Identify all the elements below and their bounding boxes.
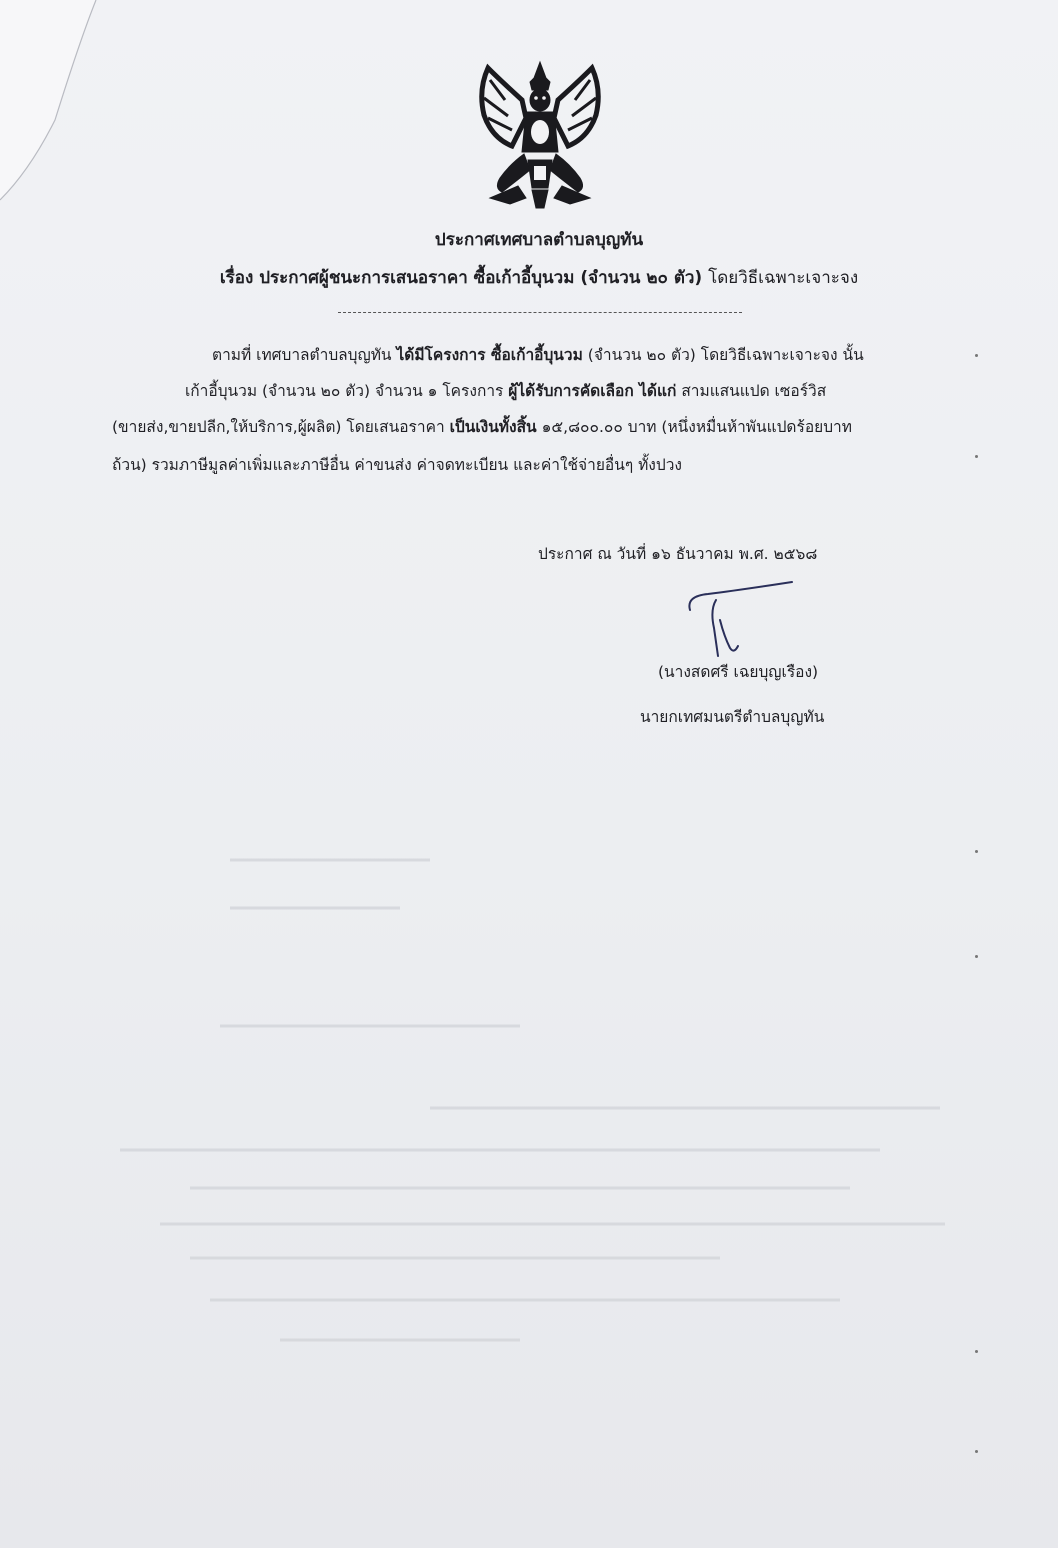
line4-text: ถ้วน) รวมภาษีมูลค่าเพิ่มและภาษีอื่น ค่าขนส่ง ค่าจดทะเบียน และค่าใช้จ่ายอื่นๆ ทั้งปวง: [112, 456, 682, 474]
line3-tail: ๑๕,๘๐๐.๐๐ บาท (หนึ่งหมื่นห้าพันแปดร้อยบาท: [541, 418, 852, 436]
line1-text: เทศบาลตำบลบุญทัน: [256, 346, 392, 364]
margin-speck: [975, 354, 978, 357]
line2-tail: สามแสนแปด เซอร์วิส: [681, 382, 827, 400]
signer-position: นายกเทศมนตรีตำบลบุญทัน: [640, 708, 825, 726]
bleed-through-shadow: [0, 800, 1058, 1548]
subject-text: ประกาศผู้ชนะการเสนอราคา ซื้อเก้าอี้บุนวม (จำนวน ๒๐ ตัว): [259, 268, 703, 288]
margin-speck: [975, 1350, 978, 1353]
garuda-emblem-icon: [470, 60, 610, 210]
margin-speck: [975, 850, 978, 853]
organization-title: ประกาศเทศบาลตำบลบุญทัน: [434, 230, 644, 250]
line1-tail: (จำนวน ๒๐ ตัว) โดยวิธีเฉพาะเจาะจง นั้น: [587, 346, 864, 364]
body-line-4: [112, 455, 682, 475]
subject-prefix: เรื่อง: [219, 268, 254, 288]
announcement-date: [538, 541, 817, 566]
margin-speck: [975, 455, 978, 458]
body-line-1: [212, 345, 864, 365]
line2-bold: ผู้ได้รับการคัดเลือก ได้แก่: [508, 382, 677, 400]
date-value: ๑๖ ธันวาคม พ.ศ. ๒๕๖๘: [651, 545, 818, 563]
date-label: ประกาศ ณ วันที่: [538, 545, 647, 563]
line1-bold: ได้มีโครงการ ซื้อเก้าอี้บุนวม: [396, 346, 583, 364]
signer-name: (นางสดศรี เฉยบุญเรือง): [658, 663, 819, 681]
separator-line: [338, 312, 742, 313]
body-line-2: [185, 381, 826, 401]
line2-text: เก้าอี้บุนวม (จำนวน ๒๐ ตัว) จำนวน ๑ โครงการ: [185, 382, 504, 400]
body-line-3: [112, 417, 852, 437]
subject-suffix: โดยวิธีเฉพาะเจาะจง: [708, 268, 859, 288]
line1-lead: ตามที่: [212, 346, 252, 364]
handwritten-signature: [680, 580, 800, 660]
paper-fold-crease: [0, 0, 120, 210]
margin-speck: [975, 955, 978, 958]
margin-speck: [975, 1450, 978, 1453]
subject-line: [10, 264, 1058, 291]
line3-bold: เป็นเงินทั้งสิ้น: [449, 418, 537, 436]
line3-text: (ขายส่ง,ขายปลีก,ให้บริการ,ผู้ผลิต) โดยเสนอราคา: [112, 418, 445, 436]
